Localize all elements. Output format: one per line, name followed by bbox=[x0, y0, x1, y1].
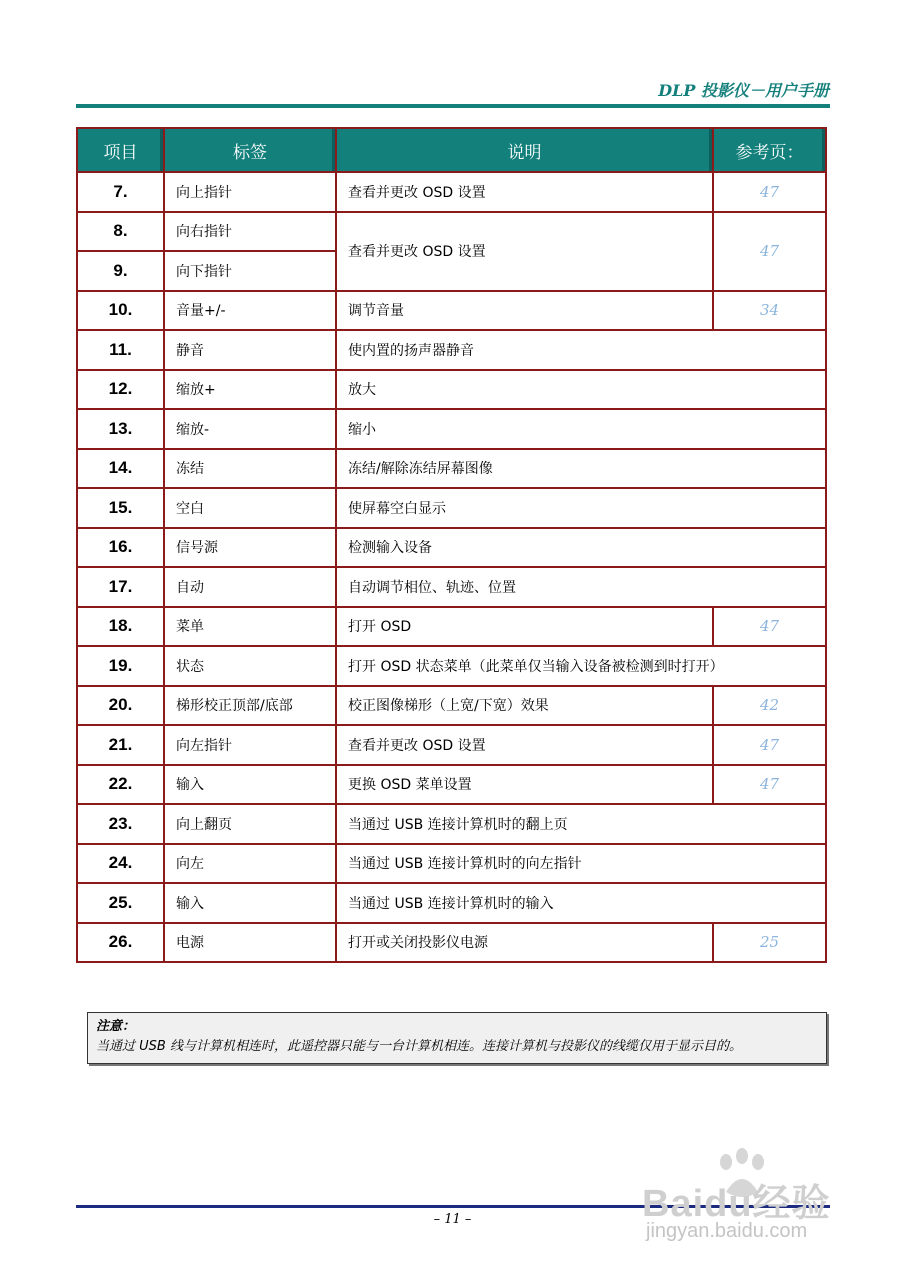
table-row bbox=[77, 528, 826, 568]
watermark-url: jingyan.baidu.com bbox=[646, 1220, 808, 1242]
page-reference: 42 bbox=[713, 686, 826, 726]
item-number: 20. bbox=[77, 686, 164, 726]
table-row bbox=[77, 212, 826, 252]
item-description: 校正图像梯形（上宽/下宽）效果 bbox=[336, 686, 713, 726]
item-description: 缩小 bbox=[336, 409, 826, 449]
item-description: 打开 OSD 状态菜单（此菜单仅当输入设备被检测到时打开） bbox=[336, 646, 826, 686]
baidu-watermark bbox=[628, 1148, 858, 1258]
column-header-label: 标签 bbox=[164, 128, 336, 172]
table-row bbox=[77, 883, 826, 923]
header-rule bbox=[76, 104, 830, 108]
table-row bbox=[77, 646, 826, 686]
item-number: 19. bbox=[77, 646, 164, 686]
item-label: 自动 bbox=[164, 567, 336, 607]
item-description: 使内置的扬声器静音 bbox=[336, 330, 826, 370]
item-description: 查看并更改 OSD 设置 bbox=[336, 172, 713, 212]
item-number: 25. bbox=[77, 883, 164, 923]
item-label: 状态 bbox=[164, 646, 336, 686]
item-label: 向下指针 bbox=[164, 251, 336, 291]
table-row bbox=[77, 844, 826, 884]
item-label: 静音 bbox=[164, 330, 336, 370]
header-title: DLP 投影仪－用户手册 bbox=[658, 81, 829, 100]
page-reference: 47 bbox=[713, 725, 826, 765]
item-number: 26. bbox=[77, 923, 164, 963]
item-description: 打开或关闭投影仪电源 bbox=[336, 923, 713, 963]
item-number: 10. bbox=[77, 291, 164, 331]
item-description: 当通过 USB 连接计算机时的翻上页 bbox=[336, 804, 826, 844]
page-reference: 47 bbox=[713, 172, 826, 212]
column-header-page: 参考页： bbox=[713, 128, 826, 172]
item-number: 9. bbox=[77, 251, 164, 291]
item-number: 21. bbox=[77, 725, 164, 765]
item-label: 输入 bbox=[164, 883, 336, 923]
item-number: 12. bbox=[77, 370, 164, 410]
item-number: 15. bbox=[77, 488, 164, 528]
item-number: 17. bbox=[77, 567, 164, 607]
item-number: 7. bbox=[77, 172, 164, 212]
page-reference: 47 bbox=[713, 765, 826, 805]
page-number: – 11 – bbox=[433, 1212, 472, 1227]
item-label: 向上指针 bbox=[164, 172, 336, 212]
item-label: 菜单 bbox=[164, 607, 336, 647]
item-description: 打开 OSD bbox=[336, 607, 713, 647]
item-number: 14. bbox=[77, 449, 164, 489]
table-row bbox=[77, 449, 826, 489]
item-number: 8. bbox=[77, 212, 164, 252]
item-label: 向左 bbox=[164, 844, 336, 884]
column-header-description: 说明 bbox=[336, 128, 713, 172]
item-number: 24. bbox=[77, 844, 164, 884]
item-description: 自动调节相位、轨迹、位置 bbox=[336, 567, 826, 607]
item-number: 22. bbox=[77, 765, 164, 805]
item-label: 电源 bbox=[164, 923, 336, 963]
table-row bbox=[77, 409, 826, 449]
item-label: 缩放+ bbox=[164, 370, 336, 410]
page-reference: 25 bbox=[713, 923, 826, 963]
page-reference: 34 bbox=[713, 291, 826, 331]
table-row bbox=[77, 607, 826, 647]
watermark-logo: Baidu经验 bbox=[642, 1183, 831, 1225]
item-label: 向右指针 bbox=[164, 212, 336, 252]
table-row bbox=[77, 172, 826, 212]
item-description: 冻结/解除冻结屏幕图像 bbox=[336, 449, 826, 489]
item-number: 18. bbox=[77, 607, 164, 647]
item-label: 音量+/- bbox=[164, 291, 336, 331]
item-label: 冻结 bbox=[164, 449, 336, 489]
item-label: 向上翻页 bbox=[164, 804, 336, 844]
table-row bbox=[77, 765, 826, 805]
table-row bbox=[77, 923, 826, 963]
table-row bbox=[77, 804, 826, 844]
remote-function-table bbox=[76, 127, 827, 963]
table-row bbox=[77, 291, 826, 331]
item-description: 当通过 USB 连接计算机时的输入 bbox=[336, 883, 826, 923]
note-title: 注意： bbox=[96, 1019, 136, 1034]
item-description: 放大 bbox=[336, 370, 826, 410]
item-number: 11. bbox=[77, 330, 164, 370]
item-number: 13. bbox=[77, 409, 164, 449]
note-box bbox=[87, 1012, 827, 1064]
item-number: 23. bbox=[77, 804, 164, 844]
item-label: 信号源 bbox=[164, 528, 336, 568]
note-text: 当通过 USB 线与计算机相连时，此遥控器只能与一台计算机相连。连接计算机与投影仪的线缆仅用于显示目的。 bbox=[96, 1039, 742, 1054]
item-description: 查看并更改 OSD 设置 bbox=[336, 725, 713, 765]
item-description: 查看并更改 OSD 设置 bbox=[336, 212, 713, 291]
table-row bbox=[77, 686, 826, 726]
item-description: 当通过 USB 连接计算机时的向左指针 bbox=[336, 844, 826, 884]
item-description: 检测输入设备 bbox=[336, 528, 826, 568]
column-header-item: 项目 bbox=[77, 128, 164, 172]
page-reference: 47 bbox=[713, 607, 826, 647]
item-description: 调节音量 bbox=[336, 291, 713, 331]
item-label: 输入 bbox=[164, 765, 336, 805]
table-row bbox=[77, 567, 826, 607]
item-label: 梯形校正顶部/底部 bbox=[164, 686, 336, 726]
item-description: 更换 OSD 菜单设置 bbox=[336, 765, 713, 805]
table-row bbox=[77, 488, 826, 528]
table-row bbox=[77, 725, 826, 765]
table-row bbox=[77, 370, 826, 410]
item-label: 向左指针 bbox=[164, 725, 336, 765]
table-header-row bbox=[77, 128, 826, 172]
item-label: 空白 bbox=[164, 488, 336, 528]
item-number: 16. bbox=[77, 528, 164, 568]
table-row bbox=[77, 330, 826, 370]
page-reference: 47 bbox=[713, 212, 826, 291]
item-label: 缩放- bbox=[164, 409, 336, 449]
item-description: 使屏幕空白显示 bbox=[336, 488, 826, 528]
